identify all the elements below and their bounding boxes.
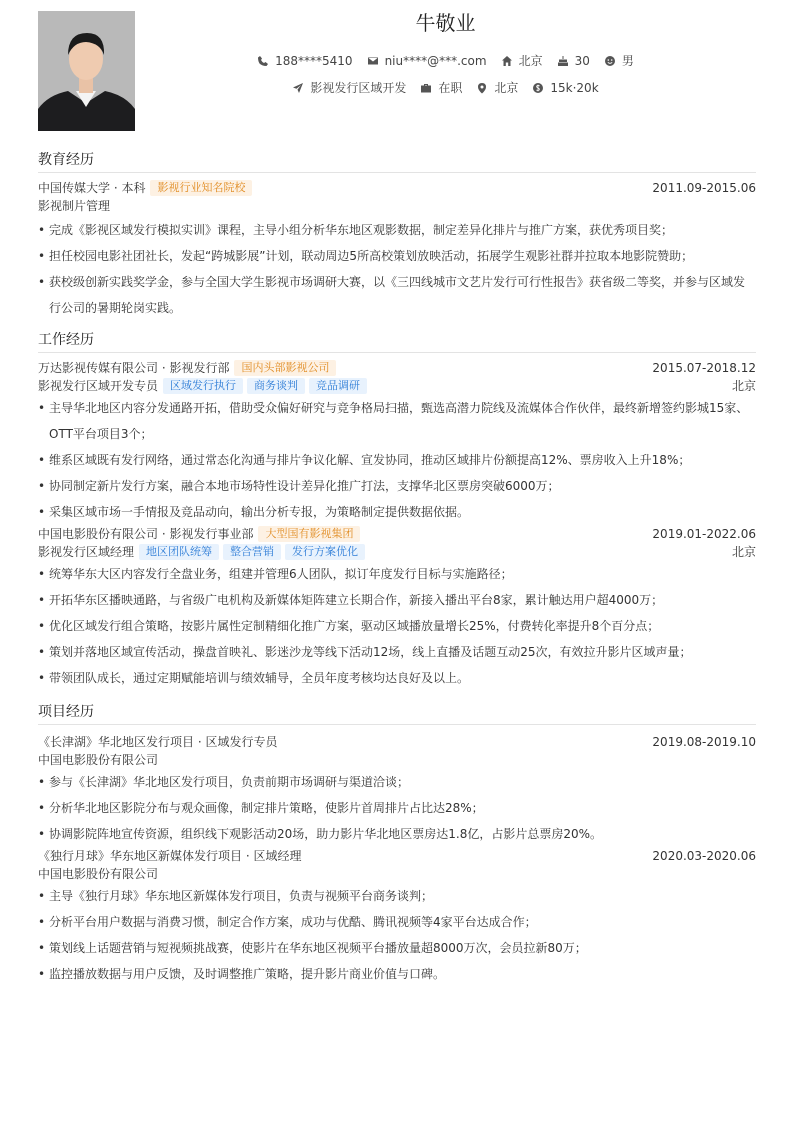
- education-header-row: [38, 179, 756, 197]
- education-date: 2011.09-2015.06: [652, 181, 756, 195]
- home-icon: [501, 55, 513, 67]
- list-item: • 开拓华东区播映通路，与省级广电机构及新媒体矩阵建立长期合作，新接入播出平台8家，累计触达用户超4000万；: [38, 587, 756, 613]
- age-text: 30: [574, 54, 590, 68]
- work-section-title: 工作经历: [38, 330, 756, 353]
- project-entry: [38, 847, 756, 987]
- company-name: 中国电影股份有限公司 · 影视发行事业部: [38, 527, 254, 541]
- gender-item: [604, 53, 634, 69]
- work-date: 2019.01-2022.06: [652, 527, 756, 541]
- work-header-row: [38, 525, 756, 543]
- work-entry: [38, 525, 756, 691]
- education-entry: [38, 179, 756, 321]
- list-item: • 策划线上话题营销与短视频挑战赛，使影片在华东地区视频平台播放量超8000万次，会员拉新80万；: [38, 935, 756, 961]
- skill-tag: 发行方案优化: [285, 544, 365, 560]
- gender-icon: [604, 55, 616, 67]
- phone-text: 188****5410: [275, 54, 353, 68]
- list-item: • 协同制定新片发行方案，融合本地市场特性设计差异化推广打法，支撑华北区票房突破6000万；: [38, 473, 756, 499]
- list-item: • 参与《长津湖》华北地区发行项目，负责前期市场调研与渠道洽谈；: [38, 769, 756, 795]
- list-item: • 监控播放数据与用户反馈，及时调整推广策略，提升影片商业价值与口碑。: [38, 961, 756, 987]
- job-status-text: 在职: [438, 81, 463, 95]
- project-company-row: [38, 865, 756, 883]
- job-intent-row: [135, 80, 756, 96]
- phone-icon: [257, 55, 269, 67]
- company-tag: 国内头部影视公司: [234, 360, 336, 376]
- age-item: [557, 53, 590, 69]
- list-item: • 担任校园电影社团社长，发起“跨城影展”计划，联动周边5所高校策划放映活动，拓展学生观影社群并拉取本地影院赞助；: [38, 243, 756, 269]
- position-row: [38, 543, 756, 561]
- gender-text: 男: [621, 54, 634, 68]
- position-name: 影视发行区域开发专员: [38, 379, 159, 393]
- list-item: • 分析华北地区影院分布与观众画像，制定排片策略，使影片首周排片占比达28%；: [38, 795, 756, 821]
- contact-info-row: [135, 53, 756, 69]
- target-city-item: [476, 80, 518, 96]
- cake-icon: [557, 55, 569, 67]
- job-status-item: [420, 80, 462, 96]
- education-section: [38, 150, 756, 321]
- project-company: 中国电影股份有限公司: [38, 753, 159, 767]
- email-item: [367, 53, 487, 69]
- school-name: 中国传媒大学 · 本科: [38, 181, 146, 195]
- work-city: 北京: [731, 379, 756, 393]
- salary-text: 15k·20k: [550, 81, 599, 95]
- project-company: 中国电影股份有限公司: [38, 867, 159, 881]
- avatar-portrait-icon: [38, 11, 135, 131]
- list-item: • 统筹华东大区内容发行全盘业务，组建并管理6人团队，拟订年度发行目标与实施路径；: [38, 561, 756, 587]
- list-item: • 主导《独行月球》华东地区新媒体发行项目，负责与视频平台商务谈判；: [38, 883, 756, 909]
- education-bullets: [38, 217, 756, 321]
- work-city: 北京: [731, 545, 756, 559]
- project-name: 《长津湖》华北地区发行项目 · 区域发行专员: [38, 735, 278, 749]
- list-item: • 完成《影视区域发行模拟实训》课程，主导小组分析华东地区观影数据，制定差异化排片与推广方案，获优秀项目奖；: [38, 217, 756, 243]
- school-tag: 影视行业知名院校: [150, 180, 252, 196]
- position-row: [38, 377, 756, 395]
- list-item: • 优化区域发行组合策略，按影片属性定制精细化推广方案，驱动区域播放量增长25%，付费转化率提升8个百分点；: [38, 613, 756, 639]
- list-item: • 采集区域市场一手情报及竞品动向，输出分析专报，为策略制定提供数据依据。: [38, 499, 756, 525]
- target-position-item: [292, 80, 406, 96]
- list-item: • 获校级创新实践奖学金，参与全国大学生影视市场调研大赛，以《三四线城市文艺片发行可行性报告》获省级二等奖，并参与区域发行公司的暑期轮岗实践。: [38, 269, 756, 321]
- briefcase-icon: [420, 82, 432, 94]
- major-row: [38, 197, 756, 215]
- project-company-row: [38, 751, 756, 769]
- major-name: 影视制片管理: [38, 199, 111, 213]
- target-city-text: 北京: [494, 81, 519, 95]
- project-section: [38, 702, 756, 987]
- project-entry: [38, 733, 756, 847]
- salary-icon: [532, 82, 544, 94]
- email-text: niu****@***.com: [384, 54, 487, 68]
- company-name: 万达影视传媒有限公司 · 影视发行部: [38, 361, 230, 375]
- work-bullets: [38, 395, 756, 525]
- skill-tag: 整合营销: [223, 544, 281, 560]
- education-section-title: 教育经历: [38, 150, 756, 173]
- list-item: • 带领团队成长，通过定期赋能培训与绩效辅导，全员年度考核均达良好及以上。: [38, 665, 756, 691]
- work-date: 2015.07-2018.12: [652, 361, 756, 375]
- avatar: [38, 11, 135, 131]
- position-name: 影视发行区域经理: [38, 545, 135, 559]
- project-bullets: [38, 769, 756, 847]
- list-item: • 分析平台用户数据与消费习惯，制定合作方案，成功与优酷、腾讯视频等4家平台达成合作；: [38, 909, 756, 935]
- skill-tag: 区域发行执行: [163, 378, 243, 394]
- candidate-name: 牛敬业: [415, 11, 476, 35]
- skill-tag: 商务谈判: [247, 378, 305, 394]
- send-icon: [292, 82, 304, 94]
- project-date: 2020.03-2020.06: [652, 849, 756, 863]
- work-bullets: [38, 561, 756, 691]
- home-city-text: 北京: [518, 54, 543, 68]
- phone-item: [257, 53, 352, 69]
- project-header-row: [38, 733, 756, 751]
- list-item: • 主导华北地区内容分发通路开拓，借助受众偏好研究与竞争格局扫描，甄选高潜力院线及流媒体合作伙伴，最终新增签约影城15家、OTT平台项目3个；: [38, 395, 756, 447]
- mail-icon: [367, 55, 379, 67]
- list-item: • 协调影院阵地宣传资源，组织线下观影活动20场，助力影片华北地区票房达1.8亿，占影片总票房20%。: [38, 821, 756, 847]
- project-name: 《独行月球》华东地区新媒体发行项目 · 区域经理: [38, 849, 302, 863]
- work-section: [38, 330, 756, 691]
- project-date: 2019.08-2019.10: [652, 735, 756, 749]
- project-bullets: [38, 883, 756, 987]
- target-position-text: 影视发行区域开发: [310, 81, 407, 95]
- work-entry: [38, 359, 756, 525]
- skill-tag: 地区团队统筹: [139, 544, 219, 560]
- project-header-row: [38, 847, 756, 865]
- project-section-title: 项目经历: [38, 702, 756, 725]
- list-item: • 策划并落地区域宣传活动，操盘首映礼、影迷沙龙等线下活动12场，线上直播及话题互动25次，有效拉升影片区域声量；: [38, 639, 756, 665]
- list-item: • 维系区域既有发行网络，通过常态化沟通与排片争议化解、宣发协同，推动区域排片份额提高12%、票房收入上升18%；: [38, 447, 756, 473]
- company-tag: 大型国有影视集团: [258, 526, 360, 542]
- work-header-row: [38, 359, 756, 377]
- salary-item: [532, 80, 598, 96]
- skill-tag: 竞品调研: [309, 378, 367, 394]
- home-city-item: [501, 53, 543, 69]
- location-icon: [476, 82, 488, 94]
